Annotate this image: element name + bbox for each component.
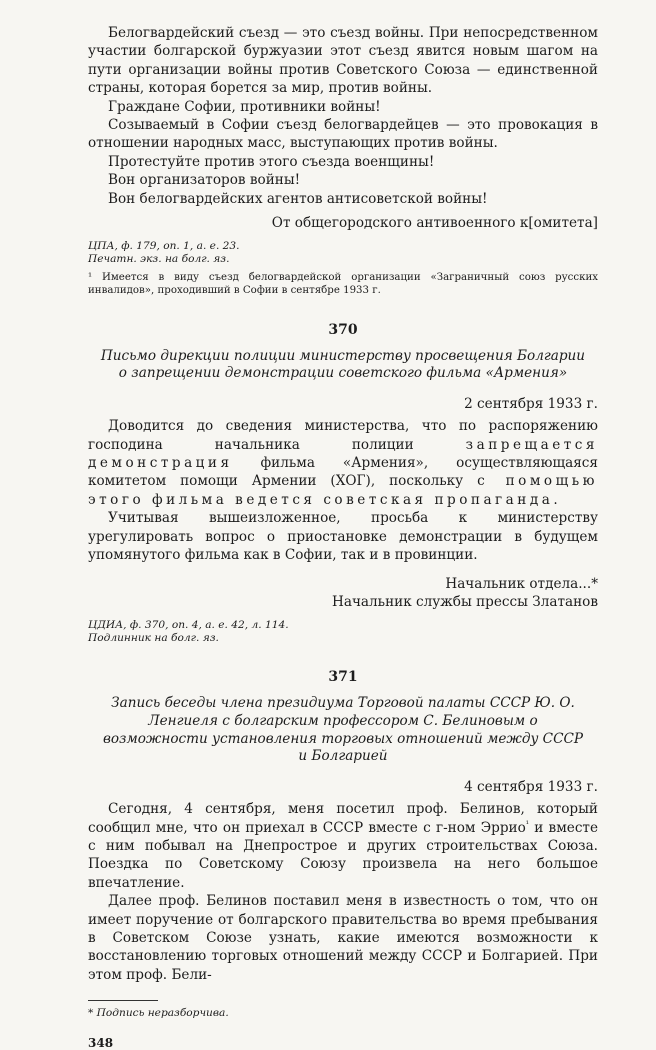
paragraph	[88, 800, 598, 892]
text-run: Сегодня, 4 сентября, меня посетил проф. Белинов, который сообщил мне, что он приехал в СССР вместе с г-ном Эррио	[88, 801, 598, 836]
paragraph: Вон организаторов войны!	[108, 172, 301, 189]
signature: Начальник службы прессы Златанов	[331, 593, 598, 610]
footnote-mark: ¹	[88, 272, 93, 284]
paragraph: Белогвардейский съезд — это съезд войны. При непосредственном участии болгарской буржуазии этот съезд явится новым шагом на пути организации войны против Советского Союза — единственной страны, которая борется за мир, против войны.	[88, 25, 598, 97]
document-date: 4 сентября 1933 г.	[464, 778, 598, 795]
paragraph: Учитывая вышеизложенное, просьба к министерству урегулировать вопрос о приостановке демонстрации в будущем упомянутого фильма как в Софии, так и в провинции.	[88, 510, 598, 564]
paragraph: Протестуйте против этого съезда военщины!	[108, 153, 435, 170]
paragraph: Далее проф. Белинов поставил меня в известность о том, что он имеет поручение от болгарского правительства во время пребывания в Советском Союзе узнать, какие имеются возможности к восстановлению торговых отношений между СССР и Болгарией. При этом проф. Бели-	[88, 893, 598, 983]
page-footnote: * Подпись неразборчива.	[88, 1007, 229, 1020]
text-run: .	[553, 491, 558, 508]
text-run: фильма «Армения», осуществляющаяся комитетом помощи Армении (ХОГ), поскольку	[88, 455, 598, 490]
source-line: Печатн. экз. на болг. яз.	[88, 253, 230, 266]
paragraph: Граждане Софии, противники войны!	[108, 98, 381, 115]
source-line: ЦДИА, ф. 370, оп. 4, а. е. 42, л. 114.	[88, 619, 289, 632]
text-run: и вместе с ним побывал на Днепрострое и других строительствах Союза. Поездка по Советскому Союзу произвела на него большое впечатление.	[88, 819, 598, 891]
document-title: Письмо дирекции полиции министерству просвещения Болгарии о запрещении демонстрации советского фильма «Армения»	[100, 347, 586, 382]
footnote-divider	[88, 1000, 158, 1001]
footnote-text: Имеется в виду съезд белогвардейской организации «Заграничный союз русских инвалидов», проходивший в Софии в сентябре 1933 г.	[88, 272, 598, 297]
source-line: Подлинник на болг. яз.	[88, 632, 219, 645]
document-number: 370	[328, 321, 358, 338]
document-date: 2 сентября 1933 г.	[464, 395, 598, 412]
footnote-ref: ¹	[525, 818, 529, 828]
emphasized-text: с помощью этого фильма ведется советская пропаганда	[88, 473, 598, 508]
text-run: Доводится до сведения министерства, что по распоряжению господина начальника полиции	[88, 418, 598, 453]
emphasized-text: запрещается демонстрация	[88, 436, 598, 472]
document-title: Запись беседы члена президиума Торговой палаты СССР Ю. О. Ленгиеля с болгарским профессором С. Белиновым о возможности установления торговых отношений между СССР и Болгарией	[102, 695, 584, 765]
document-370	[88, 322, 598, 646]
document-371	[88, 669, 598, 984]
page-number: 348	[88, 1036, 114, 1050]
signature: Начальник отдела...*	[445, 575, 598, 592]
archive-source	[88, 619, 598, 645]
signature: От общегородского антивоенного к[омитета]	[271, 215, 598, 232]
paragraph: Вон белогвардейских агентов антисоветской войны!	[108, 190, 488, 207]
footnote	[88, 272, 598, 297]
document-number: 371	[328, 669, 358, 686]
archive-source	[88, 240, 598, 266]
previous-document-ending	[88, 24, 598, 298]
source-line: ЦПА, ф. 179, оп. 1, а. е. 23.	[88, 240, 240, 253]
paragraph: Созываемый в Софии съезд белогвардейцев — это провокация в отношении народных масс, выступающих против войны.	[88, 117, 598, 152]
paragraph	[88, 417, 598, 509]
